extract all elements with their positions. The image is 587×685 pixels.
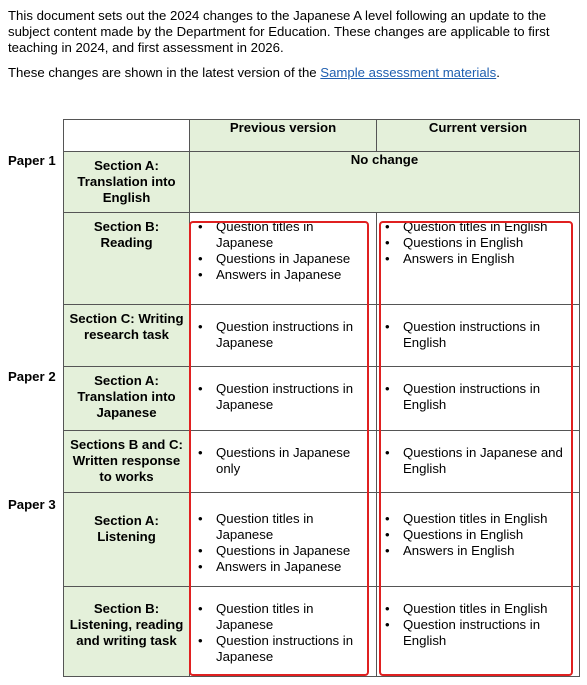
previous-cell [190, 367, 377, 431]
list-item: • Question titles in English [383, 601, 573, 617]
section-cell: Section A: Translation into English [64, 152, 190, 213]
list-item: • Question instructions in English [383, 617, 573, 649]
paper-2-label: Paper 2 [8, 369, 56, 384]
current-cell [377, 431, 580, 493]
list-item: • Answers in Japanese [196, 267, 370, 283]
section-cell: Section B: Reading [64, 213, 190, 305]
table-row [64, 431, 580, 493]
list-item: • Questions in Japanese [196, 251, 370, 267]
paper-1-label: Paper 1 [8, 153, 56, 168]
intro-paragraph-2 [8, 65, 578, 81]
intro-paragraph-1: This document sets out the 2024 changes to the Japanese A level following an update to the subject content made by the Department for Education. These changes are applicable to first teaching in 2024, and first assessment in 2026. [8, 8, 550, 55]
list-item: • Answers in English [383, 251, 573, 267]
previous-cell [190, 213, 377, 305]
section-cell: Section C: Writing research task [64, 305, 190, 367]
list-item: • Questions in English [383, 235, 573, 251]
intro-text [8, 8, 578, 81]
list-item: • Answers in Japanese [196, 559, 370, 575]
previous-version-header: Previous version [190, 120, 377, 152]
paper-3-label: Paper 3 [8, 497, 56, 512]
table-row [64, 587, 580, 677]
table-header-row [64, 120, 580, 152]
list-item: • Question instructions in Japanese [196, 633, 370, 665]
list-item: • Questions in Japanese and English [383, 445, 573, 477]
list-item: • Questions in Japanese [196, 543, 370, 559]
section-cell: Section A: Listening [64, 493, 190, 587]
list-item: • Question titles in English [383, 219, 573, 235]
list-item: • Question titles in Japanese [196, 601, 370, 633]
previous-cell [190, 587, 377, 677]
list-item: • Question titles in Japanese [196, 511, 370, 543]
intro-text-after-link: . [496, 65, 500, 80]
section-cell: Sections B and C: Written response to works [64, 431, 190, 493]
list-item: • Questions in English [383, 527, 573, 543]
list-item: • Question instructions in English [383, 319, 573, 351]
current-cell [377, 367, 580, 431]
current-version-header: Current version [377, 120, 580, 152]
list-item: • Question instructions in English [383, 381, 573, 413]
sample-assessment-materials-link[interactable]: Sample assessment materials [320, 65, 497, 80]
list-item: • Question titles in English [383, 511, 573, 527]
current-cell [377, 587, 580, 677]
current-cell [377, 213, 580, 305]
list-item: • Answers in English [383, 543, 573, 559]
section-cell: Section B: Listening, reading and writing task [64, 587, 190, 677]
previous-cell [190, 431, 377, 493]
current-cell [377, 493, 580, 587]
list-item: • Question titles in Japanese [196, 219, 370, 251]
current-cell [377, 305, 580, 367]
table-row [64, 152, 580, 213]
table-row [64, 493, 580, 587]
no-change-cell: No change [190, 152, 580, 213]
intro-text-before-link: These changes are shown in the latest version of the [8, 65, 321, 80]
list-item: • Question instructions in Japanese [196, 319, 370, 351]
header-blank-cell [64, 120, 190, 152]
table-row [64, 305, 580, 367]
list-item: • Question instructions in Japanese [196, 381, 370, 413]
table-row [64, 367, 580, 431]
section-cell: Section A: Translation into Japanese [64, 367, 190, 431]
list-item: • Questions in Japanese only [196, 445, 370, 477]
changes-table [63, 119, 580, 677]
previous-cell [190, 305, 377, 367]
previous-cell [190, 493, 377, 587]
table-row [64, 213, 580, 305]
